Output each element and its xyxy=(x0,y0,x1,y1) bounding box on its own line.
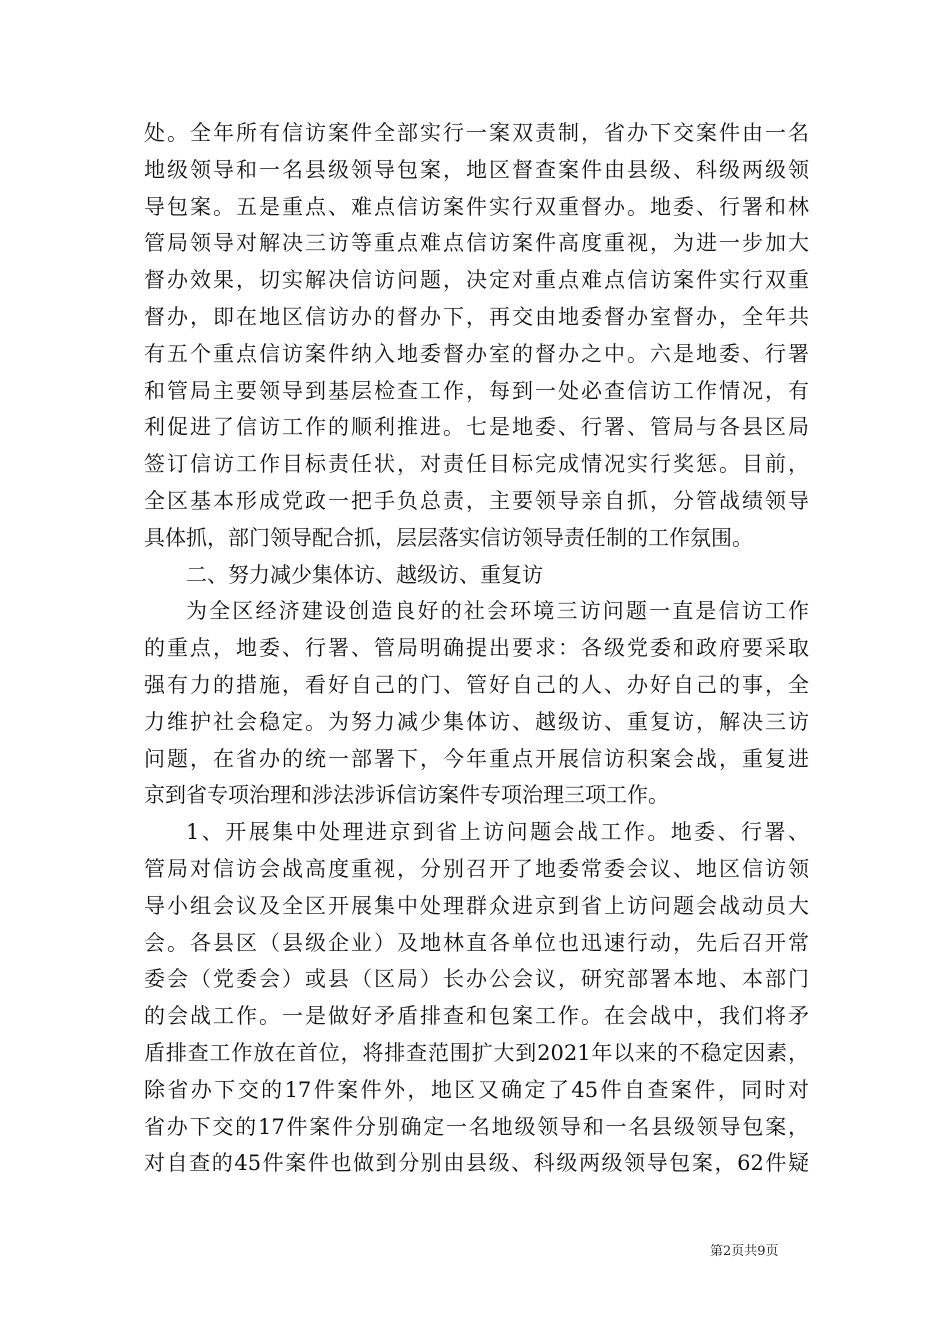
text-line: 强有力的措施，看好自己的门、管好自己的人、办好自己的事，全 xyxy=(144,672,809,697)
text-line: 督办，即在地区信访办的督办下，再交由地委督办室督办，全年共 xyxy=(144,304,809,329)
text-line: 管局对信访会战高度重视，分别召开了地委常委会议、地区信访领 xyxy=(144,856,809,881)
text-line: 的会战工作。一是做好矛盾排查和包案工作。在会战中，我们将矛 xyxy=(144,1004,809,1029)
text-line: 对自查的45件案件也做到分别由县级、科级两级领导包案，62件疑 xyxy=(144,1151,809,1176)
text-line: 督办效果，切实解决信访问题，决定对重点难点信访案件实行双重 xyxy=(144,268,809,293)
section-heading: 二、努力减少集体访、越级访、重复访 xyxy=(186,562,543,587)
text-line: 导包案。五是重点、难点信访案件实行双重督办。地委、行署和林 xyxy=(144,194,809,219)
paragraph-first-line: 1、开展集中处理进京到省上访问题会战工作。地委、行署、 xyxy=(186,820,809,845)
text-line: 盾排查工作放在首位，将排查范围扩大到2021年以来的不稳定因素， xyxy=(144,1040,809,1065)
text-line: 除省办下交的17件案件外，地区又确定了45件自查案件，同时对 xyxy=(144,1077,809,1102)
text-line: 导小组会议及全区开展集中处理群众进京到省上访问题会战动员大 xyxy=(144,893,809,918)
text-line: 省办下交的17件案件分别确定一名地级领导和一名县级领导包案， xyxy=(144,1114,809,1139)
text-line: 处。全年所有信访案件全部实行一案双责制，省办下交案件由一名 xyxy=(144,121,809,145)
text-line: 京到省专项治理和涉法涉诉信访案件专项治理三项工作。 xyxy=(144,783,669,808)
text-line: 委会（党委会）或县（区局）长办公会议，研究部署本地、本部门 xyxy=(144,967,809,992)
text-line: 具体抓，部门领导配合抓，层层落实信访领导责任制的工作氛围。 xyxy=(144,525,753,550)
text-line: 会。各县区（县级企业）及地林直各单位也迅速行动，先后召开常 xyxy=(144,930,809,955)
text-line: 利促进了信访工作的顺利推进。七是地委、行署、管局与各县区局 xyxy=(144,415,809,440)
text-line: 的重点，地委、行署、管局明确提出要求：各级党委和政府要采取 xyxy=(144,636,809,661)
paragraph-first-line: 为全区经济建设创造良好的社会环境三访问题一直是信访工作 xyxy=(186,599,809,624)
text-line: 签订信访工作目标责任状，对责任目标完成情况实行奖惩。目前， xyxy=(144,452,809,477)
document-body xyxy=(144,115,809,1182)
text-line: 和管局主要领导到基层检查工作，每到一处必查信访工作情况，有 xyxy=(144,378,809,403)
text-line: 力维护社会稳定。为努力减少集体访、越级访、重复访，解决三访 xyxy=(144,709,809,734)
page-number: 第2页共9页 xyxy=(710,1244,779,1259)
text-line: 地级领导和一名县级领导包案，地区督查案件由县级、科级两级领 xyxy=(144,157,809,182)
text-line: 全区基本形成党政一把手负总责，主要领导亲自抓，分管战绩领导 xyxy=(144,488,809,513)
text-line: 问题，在省办的统一部署下，今年重点开展信访积案会战，重复进 xyxy=(144,746,809,771)
text-line: 管局领导对解决三访等重点难点信访案件高度重视，为进一步加大 xyxy=(144,231,809,256)
text-line: 有五个重点信访案件纳入地委督办室的督办之中。六是地委、行署 xyxy=(144,341,809,366)
